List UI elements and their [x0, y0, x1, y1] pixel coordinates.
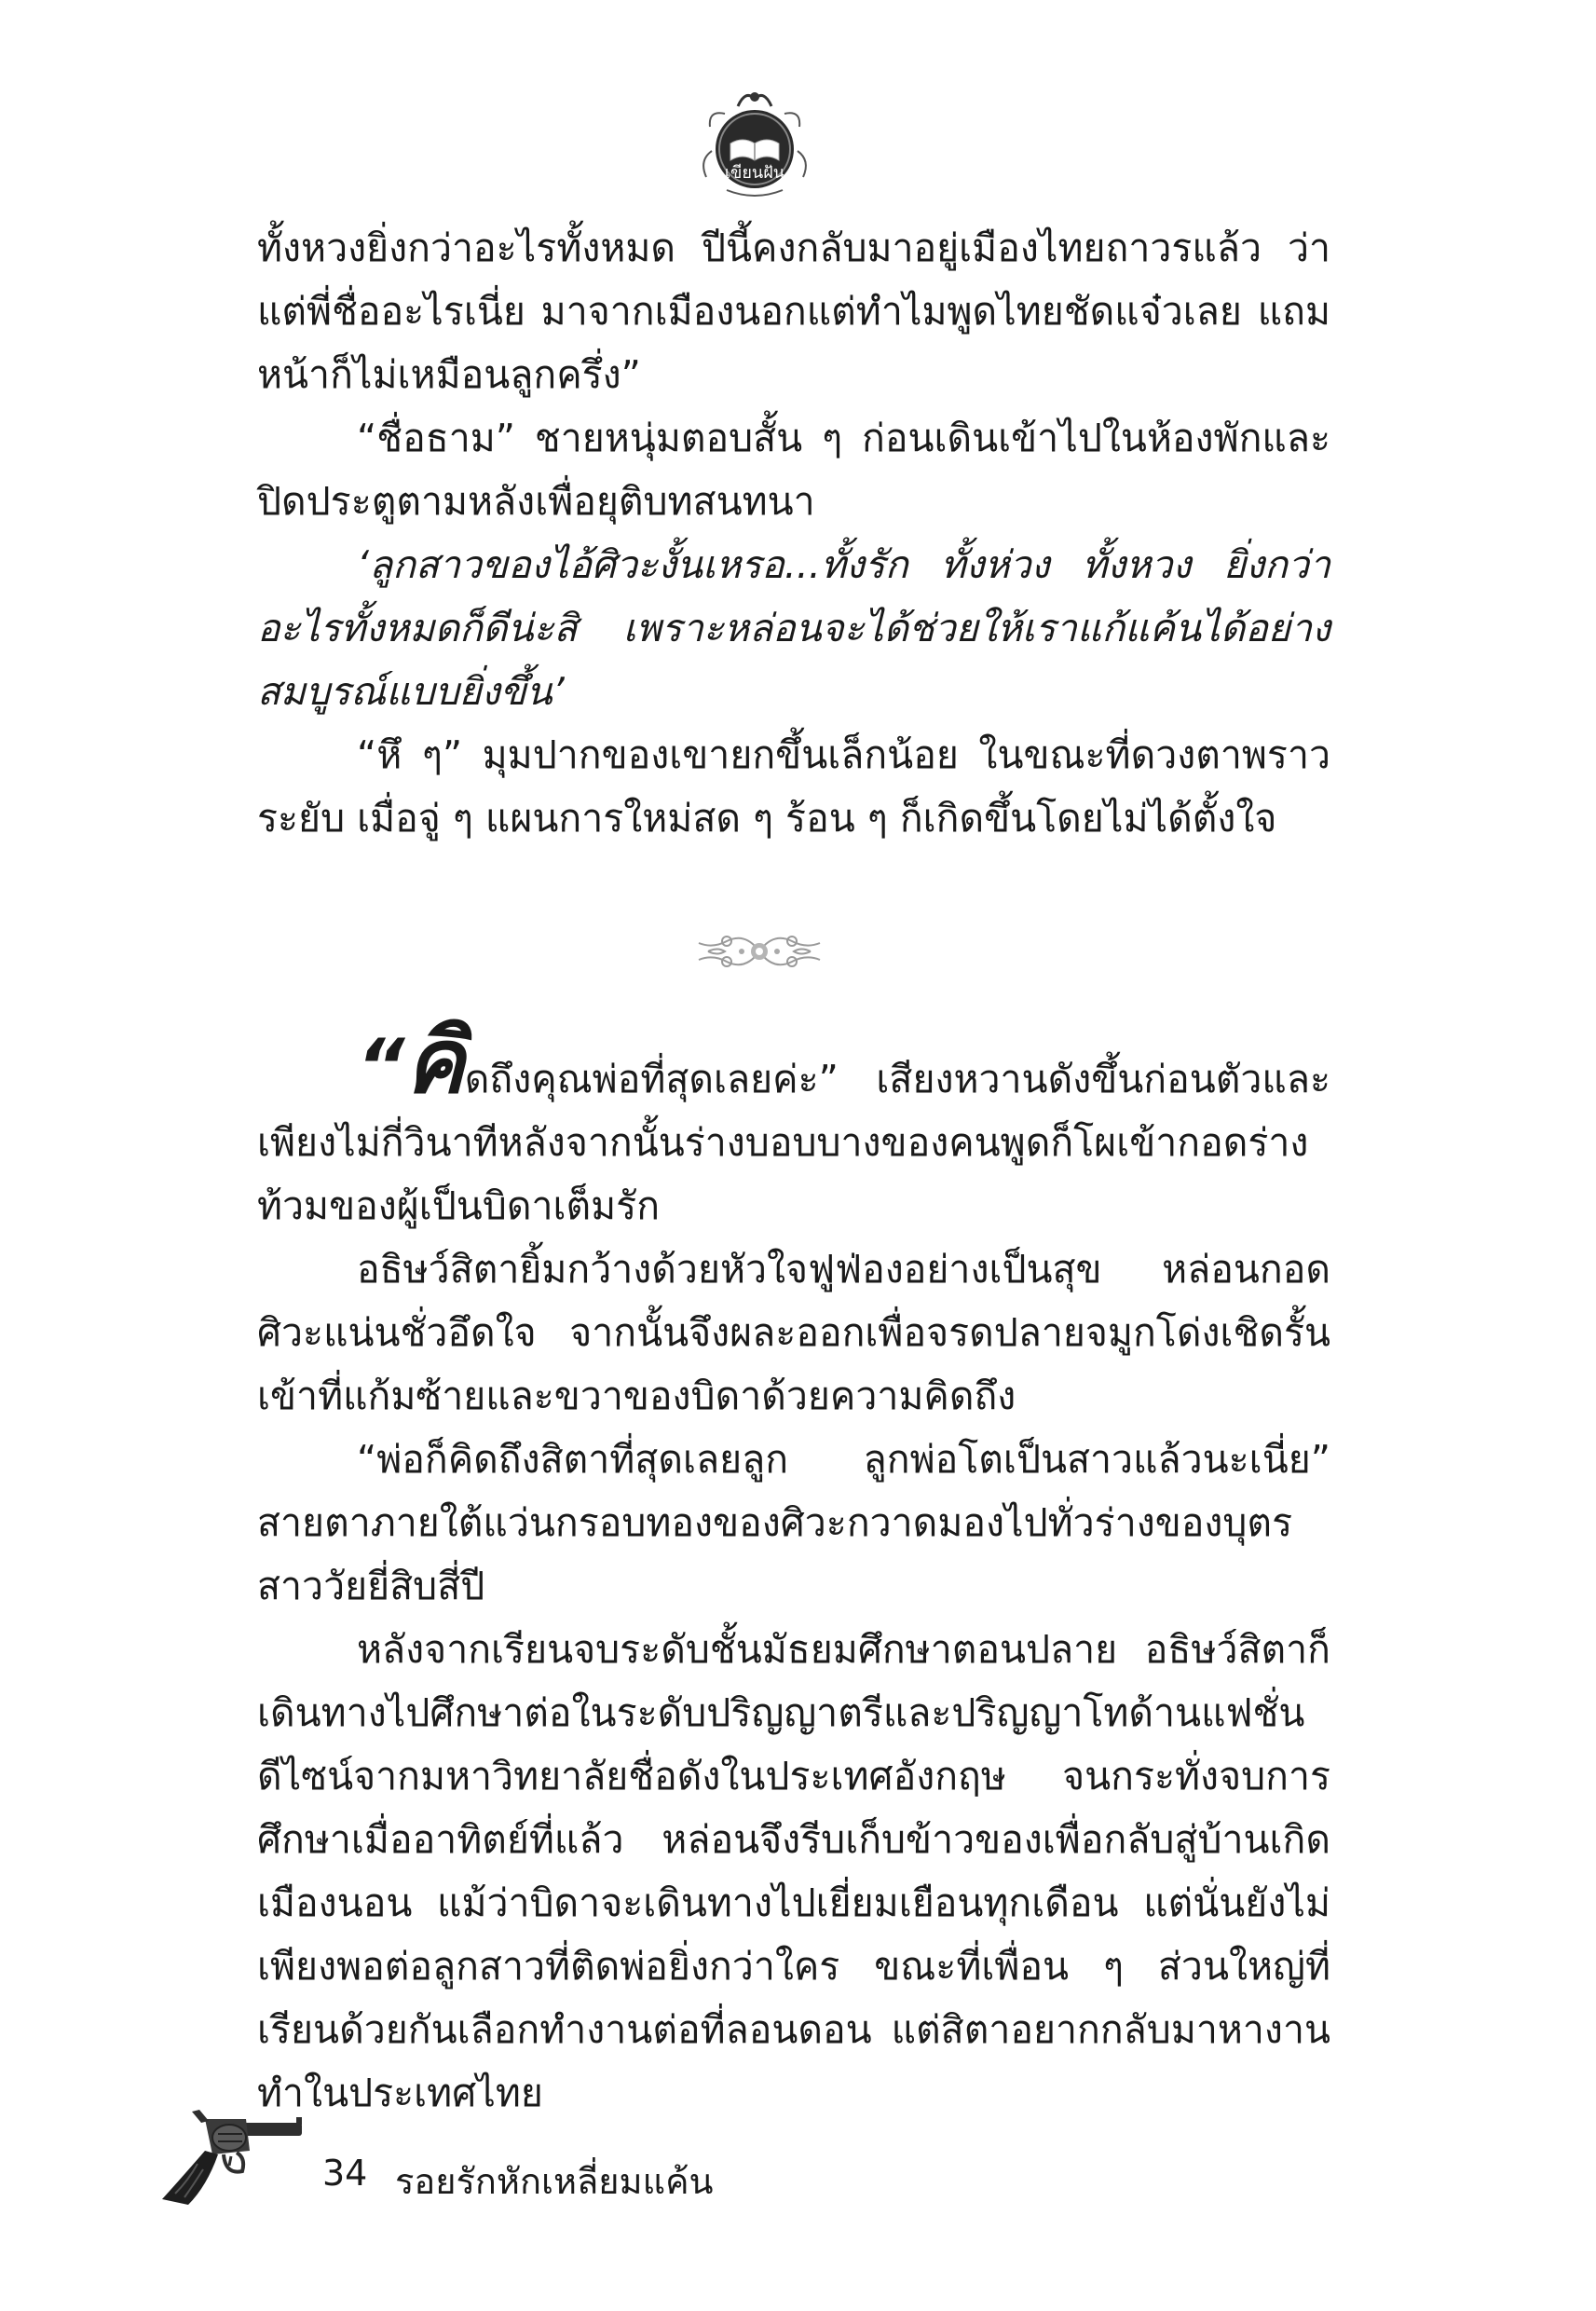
- book-emblem-icon: [689, 86, 820, 205]
- paragraph: “หึ ๆ” มุมปากของเขายกขึ้นเล็กน้อย ในขณะที่ดวงตาพราวระยับ เมื่อจู่ ๆ แผนการใหม่สด ๆ ร้อน ๆ ก็เกิดขึ้นโดยไม่ได้ตั้งใจ: [257, 732, 1330, 841]
- paragraph: “พ่อก็คิดถึงสิตาที่สุดเลยลูก ลูกพ่อโตเป็นสาวแล้วนะเนี่ย” สายตาภายใต้แว่นกรอบทองของศิวะกวาดมองไปทั่วร่างของบุตรสาววัยยี่สิบสี่ปี: [257, 1437, 1330, 1608]
- paragraph-inner-thought: ‘ลูกสาวของไอ้ศิวะงั้นเหรอ...ทั้งรัก ทั้งห่วง ทั้งหวง ยิ่งกว่าอะไรทั้งหมดก็ดีน่ะสิ เพราะหล่อนจะได้ช่วยให้เราแก้แค้นได้อย่างสมบูรณ์แบบยิ่งขึ้น’: [257, 542, 1330, 714]
- paragraph: ทั้งหวงยิ่งกว่าอะไรทั้งหมด ปีนี้คงกลับมาอยู่เมืองไทยถาวรแล้ว ว่าแต่พี่ชื่ออะไรเนี่ย มาจากเมืองนอกแต่ทำไมพูดไทยชัดแจ๋วเลย แถมหน้าก็ไม่เหมือนลูกครึ่ง”: [257, 226, 1330, 397]
- paragraph-with-dropcap: [257, 1009, 1330, 1238]
- revolver-icon: [157, 2106, 306, 2208]
- floral-ornament-icon: [689, 923, 829, 980]
- paragraph: “ชื่อธาม” ชายหนุ่มตอบสั้น ๆ ก่อนเดินเข้าไปในห้องพักและปิดประตูตามหลังเพื่อยุติบทสนทนา: [257, 416, 1330, 524]
- paragraph-text: ดถึงคุณพ่อที่สุดเลยค่ะ” เสียงหวานดังขึ้นก่อนตัวและเพียงไม่กี่วินาทีหลังจากนั้นร่างบอบบางของคนพูดก็โผเข้ากอดร่างท้วมของผู้เป็นบิดาเต็มรัก: [257, 1057, 1330, 1228]
- emblem-text: เขียนฝัน: [724, 163, 785, 183]
- dropcap-letter: คิ: [404, 1009, 465, 1114]
- text-section-1: [257, 216, 1330, 850]
- page-footer: [157, 2106, 809, 2208]
- paragraph: หลังจากเรียนจบระดับชั้นมัธยมศึกษาตอนปลาย อธิษว์สิตาก็เดินทางไปศึกษาต่อในระดับปริญญาตรีและปริญญาโทด้านแฟชั่นดีไซน์จากมหาวิทยาลัยชื่อดังในประเทศอังกฤษ จนกระทั่งจบการศึกษาเมื่ออาทิตย์ที่แล้ว หล่อนจึงรีบเก็บข้าวของเพื่อกลับสู่บ้านเกิดเมืองนอน แม้ว่าบิดาจะเดินทางไปเยี่ยมเยือนทุกเดือน แต่นั่นยังไม่เพียงพอต่อลูกสาวที่ติดพ่อยิ่งกว่าใคร ขณะที่เพื่อน ๆ ส่วนใหญ่ที่เรียนด้วยกันเลือกทำงานต่อที่ลอนดอน แต่สิตาอยากกลับมาหางานทำในประเทศไทย: [257, 1627, 1330, 2115]
- dropcap-quote: “: [357, 1023, 405, 1110]
- paragraph: อธิษว์สิตายิ้มกว้างด้วยหัวใจฟูฟ่องอย่างเป็นสุข หล่อนกอดศิวะแน่นชั่วอึดใจ จากนั้นจึงผละออกเพื่อจรดปลายจมูกโด่งเชิดรั้นเข้าที่แก้มซ้ายและขวาของบิดาด้วยความคิดถึง: [257, 1247, 1330, 1418]
- page-number: 34: [322, 2153, 368, 2194]
- text-section-2: [257, 1009, 1330, 2125]
- book-title: รอยรักหักเหลี่ยมแค้น: [395, 2161, 714, 2202]
